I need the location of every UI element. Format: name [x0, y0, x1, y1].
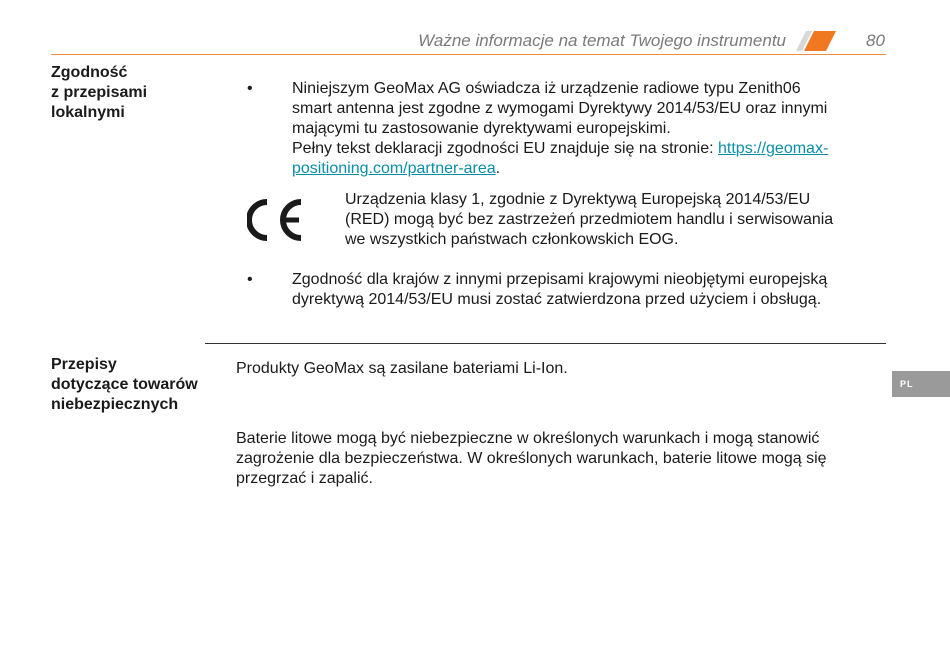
section-heading-compliance	[51, 63, 147, 123]
bullet-marker: •	[247, 80, 253, 97]
geomax-logo-icon	[790, 31, 836, 51]
text-line: Zgodność dla krajów z innymi przepisami krajowymi nieobjętymi europejską	[292, 271, 828, 288]
bullet-declaration	[292, 79, 872, 179]
text-line: mającymi tu zastosowanie dyrektywami europejskimi.	[292, 120, 671, 137]
text-line: we wszystkich państwach członkowskich EOG.	[345, 231, 679, 248]
partner-area-link[interactable]: https://geomax-	[718, 140, 829, 157]
text-line: smart antenna jest zgodne z wymogami Dyrektywy 2014/53/EU oraz innymi	[292, 100, 828, 117]
partner-area-link-continued[interactable]: positioning.com/partner-area	[292, 160, 496, 177]
text-line: przegrzać i zapalić.	[236, 470, 373, 487]
text-line: Urządzenia klasy 1, zgodnie z Dyrektywą Europejską 2014/53/EU	[345, 191, 811, 208]
heading-line: lokalnymi	[51, 104, 125, 121]
bullet-other-countries	[292, 270, 872, 310]
ce-mark-icon	[247, 198, 305, 242]
heading-line: z przepisami	[51, 84, 148, 101]
heading-line: Zgodność	[51, 64, 128, 81]
text-line: (RED) mogą być bez zastrzeżeń przedmiotem handlu i serwisowania	[345, 211, 834, 228]
bullet-marker: •	[247, 271, 253, 288]
text-line	[292, 159, 872, 179]
text-line: zagrożenie dla bezpieczeństwa. W określonych warunkach, baterie litowe mogą się	[236, 450, 827, 467]
text-line: dyrektywą 2014/53/EU musi zostać zatwierdzona przed użyciem i obsługą.	[292, 291, 822, 308]
heading-line: niebezpiecznych	[51, 396, 179, 413]
battery-intro-paragraph	[236, 359, 876, 379]
section-divider	[205, 343, 886, 344]
ce-class-note	[345, 190, 885, 250]
section-heading-dangerous-goods	[51, 355, 198, 415]
text-line	[292, 139, 872, 159]
page-number: 80	[866, 31, 885, 50]
text-line: Niniejszym GeoMax AG oświadcza iż urządzenie radiowe typu Zenith06	[292, 80, 801, 97]
language-tab[interactable]: PL	[892, 371, 950, 397]
text-line: Baterie litowe mogą być niebezpieczne w określonych warunkach i mogą stanowić	[236, 430, 820, 447]
heading-line: dotyczące towarów	[51, 376, 198, 393]
text-line: Produkty GeoMax są zasilane bateriami Li-Ion.	[236, 360, 568, 377]
link-suffix: .	[495, 160, 501, 177]
battery-warning-paragraph	[236, 429, 876, 489]
header-title: Ważne informacje na temat Twojego instrumentu	[418, 31, 786, 50]
header-divider	[51, 54, 886, 55]
link-prefix: Pełny tekst deklaracji zgodności EU znajduje się na stronie:	[292, 140, 718, 157]
heading-line: Przepisy	[51, 356, 117, 373]
